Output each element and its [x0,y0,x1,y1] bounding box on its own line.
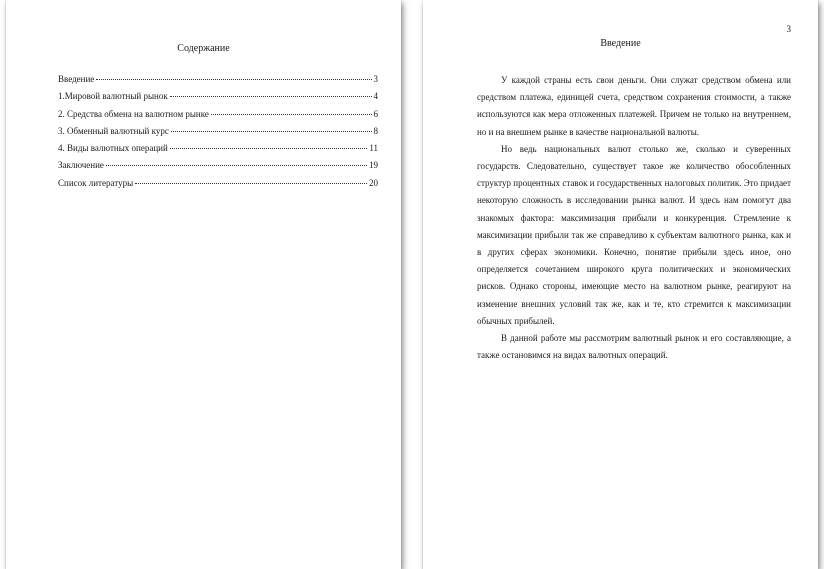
intro-paragraph: У каждой страны есть свои деньги. Они служат средством обмена или средством платежа, единицей счета, средством сохранения стоимости, а также используются как мера отложенных платежей. Причем не только на внутреннем, но и на внешнем рынке в качестве национальной валюты. [477,75,791,137]
toc-page [6,0,401,569]
toc-title: Содержание [177,43,230,54]
toc-entry[interactable] [58,88,378,105]
toc-entry-page: 11 [369,143,378,154]
toc-entry[interactable] [58,140,378,157]
toc-leader-dots [171,131,372,132]
toc-entry[interactable] [58,157,378,174]
toc-entry-page: 8 [373,125,378,136]
toc-entry-label: Введение [58,74,95,84]
toc-entry-label: Список литературы [58,177,134,188]
toc-entry-label: Заключение [58,160,104,171]
toc-entry-label: 1.Мировой валютный рынок [58,91,168,102]
toc-entry[interactable] [58,71,378,88]
toc-entry-page: 3 [373,74,378,84]
intro-paragraph: Но ведь национальных валют столько же, сколько и суверенных государств. Следовательно, существует такое же количество обособленных структур процентных ставок и государственных налоговых политик. Это придает некоторую сложность в исследовании рынка валют. И здесь нам помогут два знакомых фактора: максимизация прибыли и конкуренция. Стремление к максимизации прибыли так же справедливо к субъектам валютного рынка, как и в других сферах экономики. Конечно, понятие прибыли здесь иное, оно определяется сочетанием широкого круга политических и экономических рисков. Однако стороны, имеющие место на валютном рынке, реагируют на изменение внешних условий так же, как и те, кто стремится к максимизации обычных прибылей. [477,143,791,326]
toc-entry[interactable] [58,175,378,192]
toc-list [58,71,378,192]
page-number: 3 [786,24,791,34]
toc-leader-dots [135,183,367,184]
toc-entry-page: 4 [373,91,378,102]
toc-leader-dots [106,165,367,166]
toc-leader-dots [211,114,372,115]
toc-leader-dots [96,79,371,80]
toc-leader-dots [170,96,372,97]
toc-entry-page: 20 [369,177,378,188]
intro-paragraph: В данной работе мы рассмотрим валютный рынок и его составляющие, а также остановимся на видах валютных операций. [477,333,791,361]
toc-entry[interactable] [58,123,378,140]
toc-entry[interactable] [58,106,378,123]
toc-entry-label: 4. Виды валютных операций [58,143,168,154]
toc-entry-label: 2. Средства обмена на валютном рынке [58,108,209,119]
intro-title: Введение [600,38,641,49]
toc-entry-label: 3. Обменный валютный курс [58,125,169,136]
intro-page [423,0,818,569]
intro-body [477,72,791,364]
toc-entry-page: 6 [373,108,378,119]
toc-leader-dots [170,148,368,149]
toc-entry-page: 19 [369,160,378,171]
